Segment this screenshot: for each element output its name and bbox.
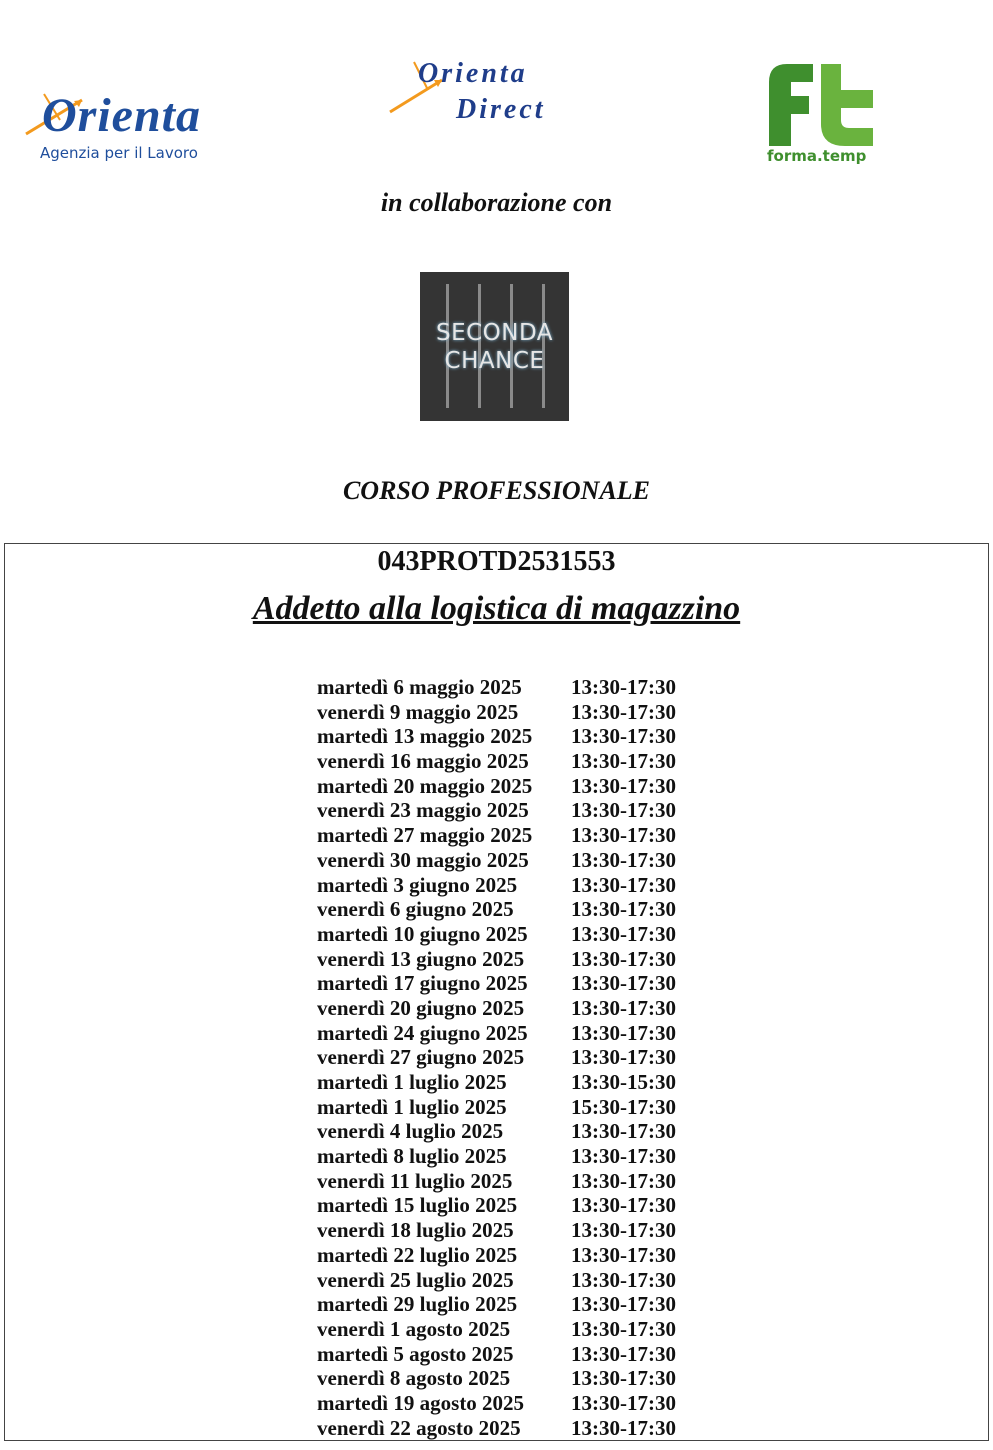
orienta-logo <box>24 88 234 168</box>
schedule-date: martedì 24 giugno 2025 <box>317 1020 528 1045</box>
schedule-row <box>317 1021 717 1046</box>
schedule-date: venerdì 11 luglio 2025 <box>317 1168 513 1193</box>
schedule-row <box>317 1292 717 1317</box>
formatemp-logo <box>765 60 880 170</box>
prison-bar <box>478 284 481 408</box>
schedule-row <box>317 749 717 774</box>
schedule-row <box>317 971 717 996</box>
schedule-row <box>317 1218 717 1243</box>
schedule-row <box>317 724 717 749</box>
schedule-date: venerdì 6 giugno 2025 <box>317 897 514 922</box>
schedule-date: martedì 6 maggio 2025 <box>317 675 522 699</box>
formatemp-ft-icon <box>765 60 880 148</box>
prison-bar <box>542 284 545 408</box>
schedule-date: venerdì 16 maggio 2025 <box>317 749 529 774</box>
schedule-date: martedì 27 maggio 2025 <box>317 823 533 848</box>
schedule-date: martedì 15 luglio 2025 <box>317 1193 518 1218</box>
schedule-time: 13:30-17:30 <box>571 921 676 946</box>
schedule-row <box>317 996 717 1021</box>
schedule-row <box>317 1391 717 1416</box>
seconda-chance-logo <box>420 272 569 421</box>
schedule-time: 13:30-15:30 <box>571 1070 676 1094</box>
schedule-date: venerdì 23 maggio 2025 <box>317 798 529 823</box>
schedule-row <box>317 1119 717 1144</box>
schedule-date: martedì 22 luglio 2025 <box>317 1242 518 1267</box>
schedule-date: martedì 1 luglio 2025 <box>317 1094 507 1119</box>
schedule-date: martedì 17 giugno 2025 <box>317 971 528 996</box>
course-code: 043PROTD2531553 <box>377 546 616 577</box>
schedule-time: 13:30-17:30 <box>571 675 676 699</box>
schedule-time: 13:30-17:30 <box>571 1415 676 1440</box>
schedule-date: venerdì 25 luglio 2025 <box>317 1267 514 1292</box>
schedule-row <box>317 700 717 725</box>
schedule-time: 13:30-17:30 <box>571 946 676 971</box>
schedule-time: 13:30-17:30 <box>571 1119 676 1144</box>
schedule-row <box>317 1045 717 1070</box>
schedule-time: 13:30-17:30 <box>571 1168 676 1193</box>
schedule-date: martedì 8 luglio 2025 <box>317 1144 507 1169</box>
schedule-time: 13:30-17:30 <box>571 847 676 872</box>
schedule-row <box>317 1366 717 1391</box>
schedule-time: 13:30-17:30 <box>571 1144 676 1169</box>
orienta-direct-line2: Direct <box>456 94 546 125</box>
schedule-time: 13:30-17:30 <box>571 1341 676 1366</box>
schedule-date: martedì 13 maggio 2025 <box>317 724 533 749</box>
schedule-time: 13:30-17:30 <box>571 1020 676 1045</box>
schedule-date: martedì 5 agosto 2025 <box>317 1341 514 1366</box>
schedule-row <box>317 1317 717 1342</box>
prison-bar <box>446 284 449 408</box>
schedule-date: martedì 10 giugno 2025 <box>317 921 528 946</box>
schedule-list <box>317 675 717 1440</box>
schedule-time: 13:30-17:30 <box>571 897 676 922</box>
schedule-date: venerdì 18 luglio 2025 <box>317 1218 514 1243</box>
orienta-direct-line1: Orienta <box>418 58 528 89</box>
schedule-row <box>317 1342 717 1367</box>
seconda-chance-line1: SECONDA <box>435 320 554 346</box>
schedule-date: venerdì 13 giugno 2025 <box>317 946 525 971</box>
schedule-row <box>317 947 717 972</box>
schedule-date: venerdì 8 agosto 2025 <box>317 1366 511 1391</box>
schedule-time: 13:30-17:30 <box>571 1390 676 1415</box>
schedule-date: venerdì 30 maggio 2025 <box>317 847 529 872</box>
corso-heading: CORSO PROFESSIONALE <box>342 476 651 505</box>
orienta-direct-logo <box>380 52 595 170</box>
schedule-time: 13:30-17:30 <box>571 749 676 774</box>
schedule-date: venerdì 9 maggio 2025 <box>317 699 519 724</box>
formatemp-label: forma.temp <box>767 147 867 165</box>
schedule-time: 13:30-17:30 <box>571 1242 676 1267</box>
schedule-row <box>317 897 717 922</box>
schedule-row <box>317 675 717 700</box>
schedule-row <box>317 1070 717 1095</box>
schedule-time: 13:30-17:30 <box>571 995 676 1020</box>
schedule-row <box>317 823 717 848</box>
collaboration-text: in collaborazione con <box>380 188 613 217</box>
schedule-date: martedì 1 luglio 2025 <box>317 1070 507 1094</box>
schedule-time: 13:30-17:30 <box>571 798 676 823</box>
schedule-date: martedì 3 giugno 2025 <box>317 872 518 897</box>
schedule-row <box>317 1268 717 1293</box>
schedule-row <box>317 848 717 873</box>
schedule-row <box>317 922 717 947</box>
schedule-date: martedì 20 maggio 2025 <box>317 773 533 798</box>
course-box <box>4 543 989 1441</box>
schedule-row <box>317 1144 717 1169</box>
schedule-time: 13:30-17:30 <box>571 773 676 798</box>
schedule-time: 13:30-17:30 <box>571 1316 676 1341</box>
schedule-date: venerdì 27 giugno 2025 <box>317 1045 525 1070</box>
schedule-time: 13:30-17:30 <box>571 1218 676 1243</box>
orienta-wordmark: Orienta <box>42 89 202 142</box>
seconda-chance-line2: CHANCE <box>444 348 545 374</box>
schedule-time: 13:30-17:30 <box>571 1292 676 1317</box>
schedule-row <box>317 798 717 823</box>
schedule-date: martedì 19 agosto 2025 <box>317 1390 525 1415</box>
schedule-time: 13:30-17:30 <box>571 872 676 897</box>
schedule-time: 13:30-17:30 <box>571 971 676 996</box>
schedule-time: 13:30-17:30 <box>571 699 676 724</box>
schedule-time: 13:30-17:30 <box>571 1267 676 1292</box>
schedule-time: 13:30-17:30 <box>571 823 676 848</box>
schedule-row <box>317 873 717 898</box>
schedule-date: venerdì 1 agosto 2025 <box>317 1316 511 1341</box>
schedule-time: 13:30-17:30 <box>571 724 676 749</box>
schedule-row <box>317 1095 717 1120</box>
schedule-date: venerdì 20 giugno 2025 <box>317 995 525 1020</box>
orienta-tagline: Agenzia per il Lavoro <box>40 144 198 162</box>
schedule-time: 13:30-17:30 <box>571 1045 676 1070</box>
schedule-row <box>317 1169 717 1194</box>
schedule-date: venerdì 22 agosto 2025 <box>317 1415 521 1440</box>
schedule-row <box>317 1193 717 1218</box>
schedule-time: 13:30-17:30 <box>571 1193 676 1218</box>
course-title: Addetto alla logistica di magazzino <box>252 590 741 627</box>
schedule-row <box>317 1243 717 1268</box>
schedule-time: 13:30-17:30 <box>571 1366 676 1391</box>
schedule-row <box>317 774 717 799</box>
schedule-date: martedì 29 luglio 2025 <box>317 1292 518 1317</box>
schedule-row <box>317 1416 717 1441</box>
prison-bar <box>510 284 513 408</box>
schedule-time: 15:30-17:30 <box>571 1094 676 1119</box>
schedule-date: venerdì 4 luglio 2025 <box>317 1119 504 1144</box>
